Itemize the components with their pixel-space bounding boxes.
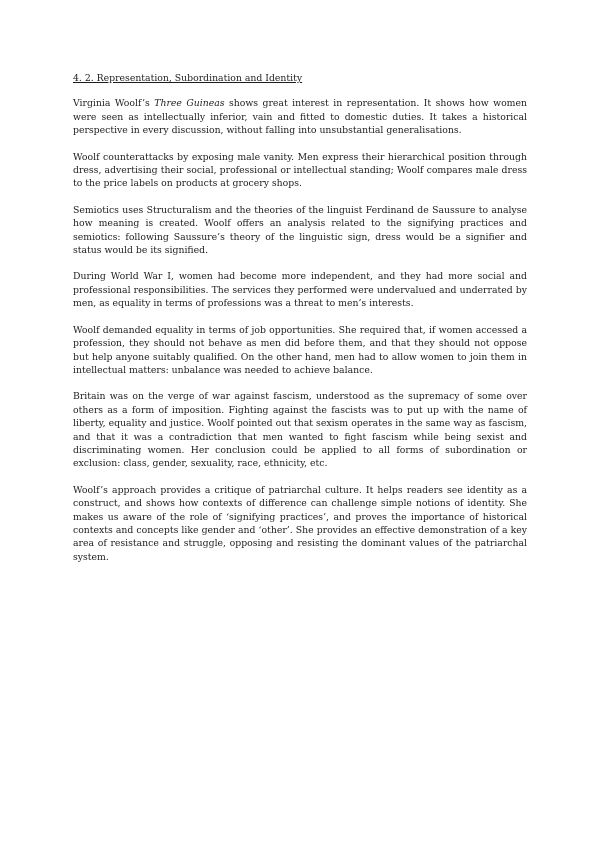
book-title: Three Guineas	[154, 98, 225, 110]
paragraph-text: Virginia Woolf’s	[73, 98, 155, 110]
paragraph-equality: Woolf demanded equality in terms of job opportunities. She required that, if women accessed a profession, they should not behave as men did before them, and that they should not oppose but help anyone suitably qualified. On the other hand, men had to allow women to join them in intellectual matters: unbalance was needed to achieve balance.	[73, 324, 527, 376]
paragraph-semiotics: Semiotics uses Structuralism and the theories of the linguist Ferdinand de Saussure to analyse how meaning is created. Woolf offers an analysis related to the signifying practices and semiotics: following Saussure’s theory of the linguistic sign, dress would be a signifier and status would be its signified.	[73, 204, 527, 257]
paragraph-fascism: Britain was on the verge of war against fascism, understood as the supremacy of some over others as a form of imposition. Fighting against the fascists was to put up with the name of liberty, equality and justice. Woolf pointed out that sexism operates in the same way as fascism, and that it was a contradiction that men wanted to fight fascism while being sexist and discriminating women. Her conclusion could be applied to all forms of subordination or exclusion: class, gender, sexuality, race, ethnicity, etc.	[73, 391, 527, 470]
paragraph-conclusion: Woolf’s approach provides a critique of patriarchal culture. It helps readers see identity as a construct, and shows how contexts of difference can challenge simple notions of identity. She makes us aware of the role of ‘signifying practices’, and proves the importance of historical contexts and concepts like gender and ‘other’. She provides an effective demonstration of a key area of resistance and struggle, opposing and resisting the dominant values of the patriarchal system.	[73, 484, 527, 563]
paragraph-male-vanity: Woolf counterattacks by exposing male vanity. Men express their hierarchical position through dress, advertising their social, professional or intellectual standing; Woolf compares male dress to the price labels on products at grocery shops.	[73, 151, 527, 190]
document-page	[73, 72, 527, 577]
paragraph-world-war: During World War I, women had become more independent, and they had more social and professional responsibilities. The services they performed were undervalued and underrated by men, as equality in terms of professions was a threat to men’s interests.	[73, 271, 527, 310]
section-heading: 4. 2. Representation, Subordination and Identity	[73, 73, 303, 84]
paragraph-text: shows great interest in representation. It shows how women were seen as intellectually inferior, vain and fitted to domestic duties. It takes a historical perspective in every discussion, without falling into unsubstantial generalisations.	[73, 98, 527, 137]
paragraph-representation	[73, 97, 527, 137]
